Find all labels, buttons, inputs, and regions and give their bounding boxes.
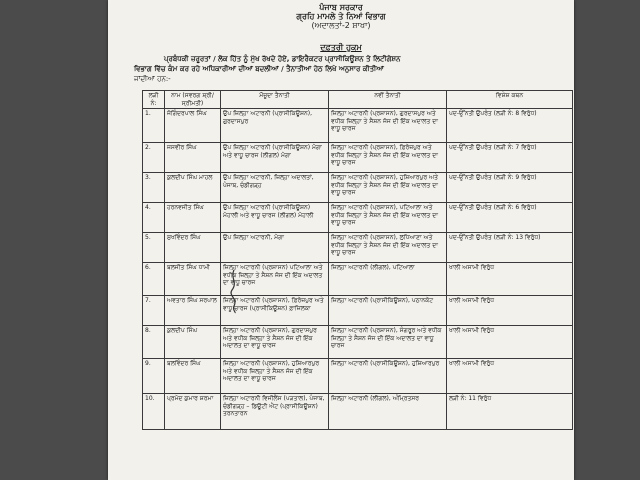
cell-serial: 8. bbox=[143, 326, 165, 359]
header-line-1: ਪੰਜਾਬ ਸਰਕਾਰ bbox=[319, 3, 363, 12]
cell-remarks: ਪਦ-ਉੱਨਤੀ ਉਪਰੰਤ (ਲੜੀ ਨੰ: 13 ਵਿਰੁੱਧ) bbox=[447, 233, 573, 263]
intro-line-1: ਪ੍ਰਬੰਧਕੀ ਜ਼ਰੂਰਤਾਂ / ਲੋਕ ਹਿੱਤ ਨੂੰ ਮੁੱਖ ਰੱਖਦੇ ਹੋਏ, ਡਾਇਰੈਕਟਰ ਪ੍ਰਾਸੀਕਿਊਸ਼ਨ ਤੇ ਲਿਟੀਗੇਸ਼ਨ bbox=[164, 55, 401, 63]
cell-serial: 9. bbox=[143, 359, 165, 394]
header-line-2: ਗ੍ਰਹਿ ਮਾਮਲੇ ਤੇ ਨਿਆਂ ਵਿਭਾਗ bbox=[296, 12, 386, 21]
cell-name: ਸੁਖਵਿੰਦਰ ਸਿੰਘ bbox=[165, 233, 221, 263]
cell-new-posting: ਜ਼ਿਲ੍ਹਾ ਅਟਾਰਨੀ (ਪ੍ਰਸ਼ਾਸਨ), ਪਟਿਆਲਾ ਅਤੇ ਵਧੀਕ ਜ਼ਿਲ੍ਹਾ ਤੇ ਸੈਸ਼ਨ ਜੱਜ ਦੀ ਇੱਕ ਅਦਾਲਤ ਦਾ ਵਾਧੂ ਚਾਰਜ bbox=[329, 203, 447, 233]
table-row bbox=[143, 394, 573, 430]
table-header-row bbox=[143, 91, 573, 109]
cell-remarks: ਪਦ-ਉੱਨਤੀ ਉਪਰੰਤ (ਲੜੀ ਨੰ: 8 ਵਿਰੁੱਧ) bbox=[447, 109, 573, 143]
cell-remarks: ਪਦ-ਉੱਨਤੀ ਉਪਰੰਤ (ਲੜੀ ਨੰ: 9 ਵਿਰੁੱਧ) bbox=[447, 173, 573, 203]
table-row bbox=[143, 326, 573, 359]
table-row bbox=[143, 233, 573, 263]
cell-remarks: ਲੜੀ ਨੰ: 11 ਵਿਰੁੱਧ bbox=[447, 394, 573, 430]
cell-new-posting: ਜ਼ਿਲ੍ਹਾ ਅਟਾਰਨੀ (ਪ੍ਰਸ਼ਾਸਨ), ਸੰਗਰੂਰ ਅਤੇ ਵਧੀਕ ਜ਼ਿਲ੍ਹਾ ਤੇ ਸੈਸ਼ਨ ਜੱਜ ਦੀ ਇੱਕ ਅਦਾਲਤ ਦਾ ਵਾਧੂ ਚਾਰਜ bbox=[329, 326, 447, 359]
col-header-name: ਨਾਮ (ਸਵਰਗ ਸ਼੍ਰੀ/ਸ੍ਰੀਮਤੀ) bbox=[165, 91, 221, 109]
cell-new-posting: ਜ਼ਿਲ੍ਹਾ ਅਟਾਰਨੀ (ਪ੍ਰਾਸੀਕਿਊਸ਼ਨ), ਪਠਾਨਕੋਟ bbox=[329, 296, 447, 326]
cell-current-posting: ਜ਼ਿਲ੍ਹਾ ਅਟਾਰਨੀ (ਪ੍ਰਸ਼ਾਸਨ) ਪਟਿਆਲਾ ਅਤੇ ਵਧੀਕ ਜ਼ਿਲ੍ਹਾ ਤੇ ਸੈਸ਼ਨ ਜੱਜ ਦੀ ਇੱਕ ਅਦਾਲਤ ਦਾ ਵਾਧੂ ਚਾਰਜ bbox=[221, 263, 329, 296]
table-row bbox=[143, 203, 573, 233]
cell-new-posting: ਜ਼ਿਲ੍ਹਾ ਅਟਾਰਨੀ (ਪ੍ਰਸ਼ਾਸਨ), ਹੁਸ਼ਿਆਰਪੁਰ ਅਤੇ ਵਧੀਕ ਜ਼ਿਲ੍ਹਾ ਤੇ ਸੈਸ਼ਨ ਜੱਜ ਦੀ ਇੱਕ ਅਦਾਲਤ ਦਾ ਵਾਧੂ ਚਾਰਜ bbox=[329, 173, 447, 203]
cell-name: ਕੁਲਦੀਪ ਸਿੰਘ ਮਾਹਲ bbox=[165, 173, 221, 203]
col-header-remarks: ਵਿਸ਼ੇਸ਼ ਕਥਨ bbox=[447, 91, 573, 109]
cell-serial: 2. bbox=[143, 143, 165, 173]
table-row bbox=[143, 109, 573, 143]
cell-new-posting: ਜ਼ਿਲ੍ਹਾ ਅਟਾਰਨੀ (ਪ੍ਰਾਸੀਕਿਊਸ਼ਨ), ਹੁਸ਼ਿਆਰਪੁਰ bbox=[329, 359, 447, 394]
cell-current-posting: ਜ਼ਿਲ੍ਹਾ ਅਟਾਰਨੀ (ਪ੍ਰਸ਼ਾਸਨ), ਹੁਸ਼ਿਆਰਪੁਰ ਅਤੇ ਵਧੀਕ ਜ਼ਿਲ੍ਹਾ ਤੇ ਸੈਸ਼ਨ ਜੱਜ ਦੀ ਇੱਕ ਅਦਾਲਤ ਦਾ ਵਾਧੂ ਚਾਰਜ bbox=[221, 359, 329, 394]
cell-current-posting: ਉਪ ਜ਼ਿਲ੍ਹਾ ਅਟਾਰਨੀ (ਪ੍ਰਾਸੀਕਿਊਸ਼ਨ) ਮੋਹਾਲੀ ਅਤੇ ਵਾਧੂ ਚਾਰਜ (ਲੀਗਲ) ਮੋਹਾਲੀ bbox=[221, 203, 329, 233]
cell-remarks: ਪਦ-ਉੱਨਤੀ ਉਪਰੰਤ (ਲੜੀ ਨੰ: 7 ਵਿਰੁੱਧ) bbox=[447, 143, 573, 173]
cell-new-posting: ਜ਼ਿਲ੍ਹਾ ਅਟਾਰਨੀ (ਲੀਗਲ), ਪਟਿਆਲਾ bbox=[329, 263, 447, 296]
table-row bbox=[143, 263, 573, 296]
col-header-current-posting: ਮੌਜੂਦਾ ਤੈਨਾਤੀ bbox=[221, 91, 329, 109]
cell-serial: 4. bbox=[143, 203, 165, 233]
cell-name: ਕੁਲਦੀਪ ਸਿੰਘ bbox=[165, 326, 221, 359]
cell-serial: 6. bbox=[143, 263, 165, 296]
cell-serial: 3. bbox=[143, 173, 165, 203]
table-row bbox=[143, 143, 573, 173]
cell-current-posting: ਜ਼ਿਲ੍ਹਾ ਅਟਾਰਨੀ (ਪ੍ਰਸ਼ਾਸਨ), ਫ਼ਿਰੋਜ਼ਪੁਰ ਅਤੇ ਵਾਧੂ ਚਾਰਜ (ਪ੍ਰਾਸੀਕਿਊਸ਼ਨ) ਫ਼ਾਜ਼ਿਲਕਾ bbox=[221, 296, 329, 326]
intro-line-2: ਵਿਭਾਗ ਵਿੱਚ ਕੰਮ ਕਰ ਰਹੇ ਅਧਿਕਾਰੀਆਂ ਦੀਆਂ ਬਦਲੀਆਂ / ਤੈਨਾਤੀਆਂ ਹੇਠ ਲਿਖੇ ਅਨੁਸਾਰ ਕੀਤੀਆਂ bbox=[134, 65, 384, 73]
col-header-serial: ਲੜੀ ਨੰ: bbox=[143, 91, 165, 109]
cell-current-posting: ਉਪ ਜ਼ਿਲ੍ਹਾ ਅਟਾਰਨੀ (ਪ੍ਰਾਸੀਕਿਊਸ਼ਨ), ਗੁਰਦਾਸਪੁਰ bbox=[221, 109, 329, 143]
cell-current-posting: ਜ਼ਿਲ੍ਹਾ ਅਟਾਰਨੀ (ਪ੍ਰਸ਼ਾਸਨ), ਗੁਰਦਾਸਪੁਰ ਅਤੇ ਵਧੀਕ ਜ਼ਿਲ੍ਹਾ ਤੇ ਸੈਸ਼ਨ ਜੱਜ ਦੀ ਇੱਕ ਅਦਾਲਤ ਦਾ ਵਾਧੂ ਚਾਰਜ bbox=[221, 326, 329, 359]
cell-name: ਪ੍ਰਮੋਦ ਕੁਮਾਰ ਸ਼ਰਮਾ bbox=[165, 394, 221, 430]
cell-remarks: ਖਾਲੀ ਅਸਾਮੀ ਵਿਰੁੱਧ bbox=[447, 263, 573, 296]
cell-new-posting: ਜ਼ਿਲ੍ਹਾ ਅਟਾਰਨੀ (ਪ੍ਰਸ਼ਾਸਨ), ਲੁਧਿਆਣਾ ਅਤੇ ਵਧੀਕ ਜ਼ਿਲ੍ਹਾ ਤੇ ਸੈਸ਼ਨ ਜੱਜ ਦੀ ਇੱਕ ਅਦਾਲਤ ਦਾ ਵਾਧੂ ਚਾਰਜ bbox=[329, 233, 447, 263]
cell-serial: 5. bbox=[143, 233, 165, 263]
cell-name: ਜਸਵੀਰ ਸਿੰਘ bbox=[165, 143, 221, 173]
cell-current-posting: ਜ਼ਿਲ੍ਹਾ ਅਟਾਰਨੀ ਵਿਜੀਲੈਂਸ (ਪੜਤਾਲ), ਪੰਜਾਬ, ਚੰਡੀਗੜ੍ਹ – ਡਿਊਟੀ ਐਟ (ਪ੍ਰਾਸੀਕਿਊਸ਼ਨ) ਤਰਨਤਾਰਨ bbox=[221, 394, 329, 430]
cell-current-posting: ਉਪ ਜ਼ਿਲ੍ਹਾ ਅਟਾਰਨੀ, ਮੋਗਾ bbox=[221, 233, 329, 263]
cell-remarks: ਪਦ-ਉੱਨਤੀ ਉਪਰੰਤ (ਲੜੀ ਨੰ: 6 ਵਿਰੁੱਧ) bbox=[447, 203, 573, 233]
intro-line-3: ਜਾਂਦੀਆਂ ਹਨ:- bbox=[134, 75, 171, 83]
header-line-3: (ਅਦਾਲਤਾਂ-2 ਸ਼ਾਖਾ) bbox=[311, 21, 371, 30]
cell-name: ਅਵਤਾਰ ਸਿੰਘ ਸਰਪਾਲ bbox=[165, 296, 221, 326]
table-row bbox=[143, 359, 573, 394]
cell-name: ਜੋਗਿੰਦਰਪਾਲ ਸਿੰਘ bbox=[165, 109, 221, 143]
document-page bbox=[108, 0, 574, 480]
order-title: ਦਫ਼ਤਰੀ ਹੁਕਮ bbox=[320, 43, 362, 52]
cell-remarks: ਖਾਲੀ ਅਸਾਮੀ ਵਿਰੁੱਧ bbox=[447, 296, 573, 326]
cell-current-posting: ਉਪ ਜ਼ਿਲ੍ਹਾ ਅਟਾਰਨੀ (ਪ੍ਰਾਸੀਕਿਊਸ਼ਨ) ਮੋਗਾ ਅਤੇ ਵਾਧੂ ਚਾਰਜ (ਲੀਗਲ) ਮੋਗਾ bbox=[221, 143, 329, 173]
cell-name: ਬਲਵਿੰਦਰ ਸਿੰਘ bbox=[165, 359, 221, 394]
cell-serial: 10. bbox=[143, 394, 165, 430]
cell-name: ਹਰਨਵਜੀਤ ਸਿੰਘ bbox=[165, 203, 221, 233]
handwritten-signature bbox=[226, 268, 242, 314]
table-row bbox=[143, 296, 573, 326]
cell-remarks: ਖਾਲੀ ਅਸਾਮੀ ਵਿਰੁੱਧ bbox=[447, 359, 573, 394]
cell-current-posting: ਉਪ ਜ਼ਿਲ੍ਹਾ ਅਟਾਰਨੀ, ਜ਼ਿਲ੍ਹਾ ਅਦਾਲਤਾਂ, ਪੰਜਾਬ, ਚੰਡੀਗੜ੍ਹ bbox=[221, 173, 329, 203]
cell-serial: 7. bbox=[143, 296, 165, 326]
col-header-new-posting: ਨਵੀਂ ਤੈਨਾਤੀ bbox=[329, 91, 447, 109]
cell-name: ਬਲਜੀਤ ਸਿੰਘ ਧਾਮੀ bbox=[165, 263, 221, 296]
cell-serial: 1. bbox=[143, 109, 165, 143]
cell-new-posting: ਜ਼ਿਲ੍ਹਾ ਅਟਾਰਨੀ (ਪ੍ਰਸ਼ਾਸਨ), ਗੁਰਦਾਸਪੁਰ ਅਤੇ ਵਧੀਕ ਜ਼ਿਲ੍ਹਾ ਤੇ ਸੈਸ਼ਨ ਜੱਜ ਦੀ ਇੱਕ ਅਦਾਲਤ ਦਾ ਵਾਧੂ ਚਾਰਜ bbox=[329, 109, 447, 143]
cell-new-posting: ਜ਼ਿਲ੍ਹਾ ਅਟਾਰਨੀ (ਪ੍ਰਸ਼ਾਸਨ), ਫ਼ਿਰੋਜ਼ਪੁਰ ਅਤੇ ਵਧੀਕ ਜ਼ਿਲ੍ਹਾ ਤੇ ਸੈਸ਼ਨ ਜੱਜ ਦੀ ਇੱਕ ਅਦਾਲਤ ਦਾ ਵਾਧੂ ਚਾਰਜ bbox=[329, 143, 447, 173]
transfer-table bbox=[142, 90, 573, 430]
cell-new-posting: ਜ਼ਿਲ੍ਹਾ ਅਟਾਰਨੀ (ਲੀਗਲ), ਅੰਮ੍ਰਿਤਸਰ bbox=[329, 394, 447, 430]
cell-remarks: ਖਾਲੀ ਅਸਾਮੀ ਵਿਰੁੱਧ bbox=[447, 326, 573, 359]
table-row bbox=[143, 173, 573, 203]
